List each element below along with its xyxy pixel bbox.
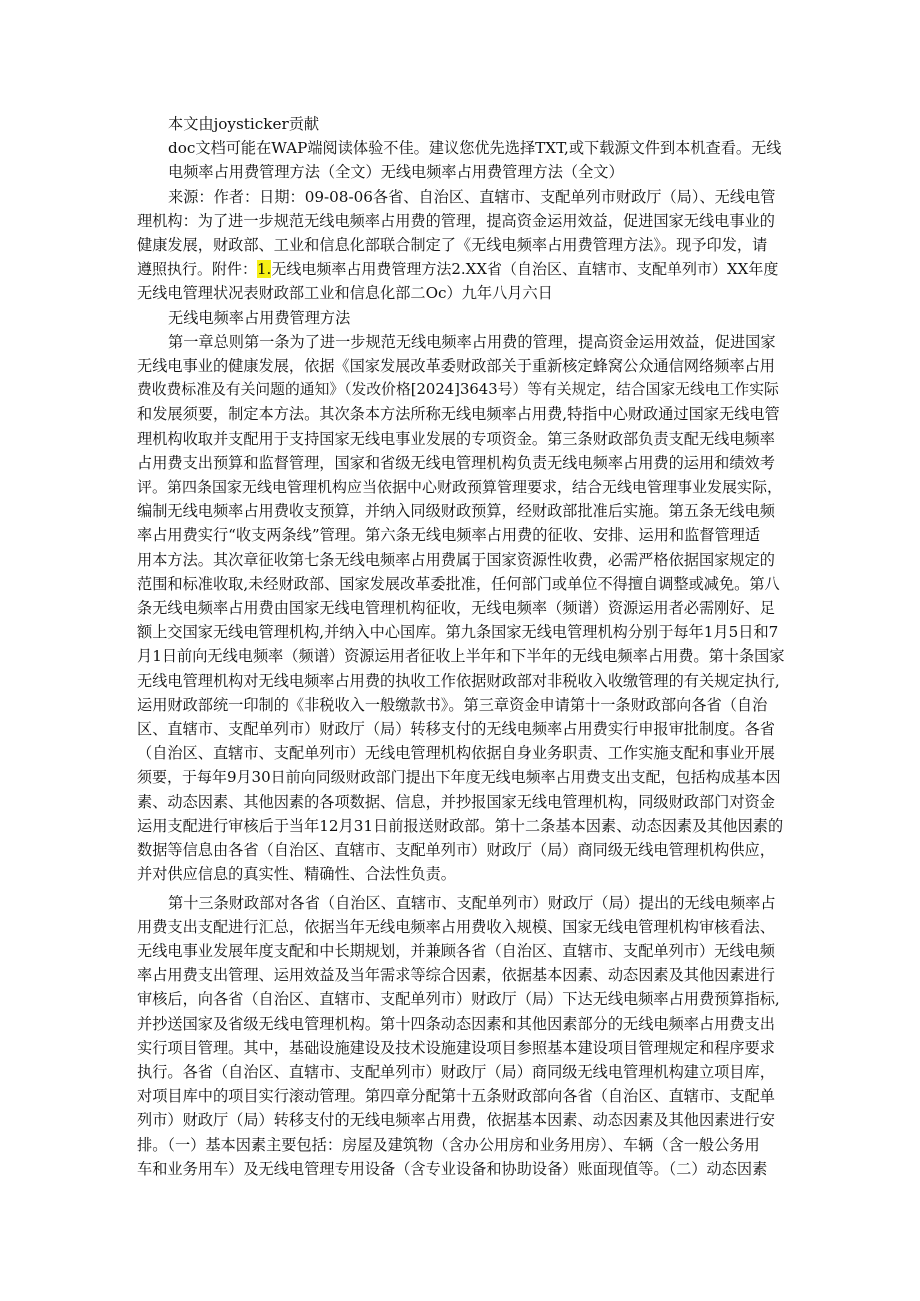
text-line: 无线电管理状况表财政部工业和信息化部二Oc）九年八月六日 (137, 284, 553, 303)
text-line: 率占用费实行“收支两条线”管理。第六条无线电频率占用费的征收、安排、运用和监督管理适 (137, 526, 761, 545)
text-line: 用本方法。其次章征收第七条无线电频率占用费属于国家资源性收费，必需严格依据国家规定的 (137, 550, 775, 569)
text-line: 无线电事业发展年度支配和中长期规划，并兼顾各省（自治区、直辖市、支配单列市）无线电频 (137, 941, 775, 960)
text-line: 对项目库中的项目实行滚动管理。第四章分配第十五条财政部向各省（自治区、直辖市、支配单 (137, 1087, 775, 1106)
text-line: 额上交国家无线电管理机构,并纳入中心国库。第九条国家无线电管理机构分别于每年1月5日和7 (137, 623, 779, 642)
highlighted-text: 1. (257, 260, 272, 279)
text-line: 须要，于每年9月30日前向同级财政部门提出下年度无线电频率占用费支出支配，包括构成基本因 (137, 768, 781, 787)
section-title: 无线电频率占用费管理方法 (168, 308, 351, 327)
text-line: 条无线电频率占用费由国家无线电管理机构征收，无线电频率（频谱）资源运用者必需刚好、足 (137, 599, 775, 618)
title-line: 电频率占用费管理方法（全文）无线电频率占用费管理方法（全文） (168, 163, 624, 182)
text-line: 无线电事业的健康发展，依据《国家发展改革委财政部关于重新核定蜂窝公众通信网络频率占用 (137, 357, 775, 376)
text-line: 区、直辖市、支配单列市）财政厅（局）转移支付的无线电频率占用费实行申报审批制度。各省 (137, 720, 775, 739)
text-line: 范围和标准收取,未经财政部、国家发展改革委批准，任何部门或单位不得擅自调整或减免。第八 (137, 574, 780, 593)
text-line: 费收费标准及有关问题的通知》（发改价格[2024]3643号）等有关规定，结合国家无线电工作实际 (137, 381, 779, 399)
text-line: 第十三条财政部对各省（自治区、直辖市、支配单列市）财政厅（局）提出的无线电频率占 (168, 893, 776, 912)
text-line (137, 257, 785, 281)
text-line: 用费支出支配进行汇总，依据当年无线电频率占用费收入规模、国家无线电管理机构审核看法、 (137, 917, 775, 936)
text-line: 排。（一）基本因素主要包括：房屋及建筑物（含办公用房和业务用房）、车辆（含一般公务用 (137, 1135, 760, 1154)
text-line: 率占用费支出管理、运用效益及当年需求等综合因素，依据基本因素、动态因素及其他因素进行 (137, 966, 775, 985)
text-line: 月1日前向无线电频率（频谱）资源运用者征收上半年和下半年的无线电频率占用费。第十条国家 (137, 647, 785, 666)
text-line: 并抄送国家及省级无线电管理机构。第十四条动态因素和其他因素部分的无线电频率占用费支出 (137, 1014, 775, 1033)
text-line: 理机构：为了进一步规范无线电频率占用费的管理，提高资金运用效益，促进国家无线电事业的 (137, 211, 775, 230)
text-line: 理机构收取并支配用于支持国家无线电事业发展的专项资金。第三条财政部负责支配无线电频率 (137, 429, 775, 448)
text-line: 素、动态因素、其他因素的各项数据、信息，并抄报国家无线电管理机构，同级财政部门对资金 (137, 792, 775, 811)
text-line: 执行。各省（自治区、直辖市、支配单列市）财政厅（局）商同级无线电管理机构建立项目库， (137, 1062, 775, 1081)
text-line: 无线电管理机构对无线电频率占用费的执收工作依据财政部对非税收入收缴管理的有关规定执行, (137, 671, 780, 690)
text-line: 并对供应信息的真实性、精确性、合法性负责。 (137, 865, 456, 884)
text-line: 占用费支出预算和监督管理，国家和省级无线电管理机构负责无线电频率占用费的运用和绩效考 (137, 453, 775, 472)
text-line: 列市）财政厅（局）转移支付的无线电频率占用费，依据基本因素、动态因素及其他因素进行安 (137, 1111, 775, 1130)
text-line: 健康发展，财政部、工业和信息化部联合制定了《无线电频率占用费管理方法》。现予印发，请 (137, 236, 768, 255)
text-line: 运用支配进行审核后于当年12月31日前报送财政部。第十二条基本因素、动态因素及其他因素的 (137, 816, 784, 835)
text-line: 来源：作者：日期：09-08-06各省、自治区、直辖市、支配单列市财政厅（局）、无线电管 (168, 187, 776, 206)
document-body (137, 112, 785, 1181)
text-line: 实行项目管理。其中，基础设施建设及技术设施建设项目参照基本建设项目管理规定和程序要求 (137, 1038, 775, 1057)
text-line: 数据等信息由各省（自治区、直辖市、支配单列市）财政厅（局）商同级无线电管理机构供应， (137, 841, 775, 860)
text-segment: 遵照执行。附件： (137, 260, 258, 279)
contributor-line: 本文由joysticker贡献 (168, 115, 320, 133)
notice-line: doc文档可能在WAP端阅读体验不佳。建议您优先选择TXT,或下载源文件到本机查看。无线 (168, 139, 782, 158)
text-segment: 无线电频率占用费管理方法2.XX省（自治区、直辖市、支配单列市）XX年度 (271, 260, 779, 279)
text-line: 运用财政部统一印制的《非税收入一般缴款书》。第三章资金申请第十一条财政部向各省（自治 (137, 695, 768, 714)
text-line: 第一章总则第一条为了进一步规范无线电频率占用费的管理，提高资金运用效益，促进国家 (168, 332, 776, 351)
text-line: 和发展须要，制定本方法。其次条本方法所称无线电频率占用费,特指中心财政通过国家无线电管 (137, 405, 780, 424)
text-line: 评。第四条国家无线电管理机构应当依据中心财政预算管理要求，结合无线电管理事业发展实际， (137, 478, 783, 497)
text-line: 车和业务用车）及无线电管理专用设备（含专业设备和协助设备）账面现值等。（二）动态因素 (137, 1159, 768, 1178)
text-line: 审核后，向各省（自治区、直辖市、支配单列市）财政厅（局）下达无线电频率占用费预算指标, (137, 990, 780, 1009)
text-line: （自治区、直辖市、支配单列市）无线电管理机构依据自身业务职责、工作实施支配和事业开展 (137, 744, 775, 763)
text-line: 编制无线电频率占用费收支预算，并纳入同级财政预算，经财政部批准后实施。第五条无线电频 (137, 502, 775, 521)
